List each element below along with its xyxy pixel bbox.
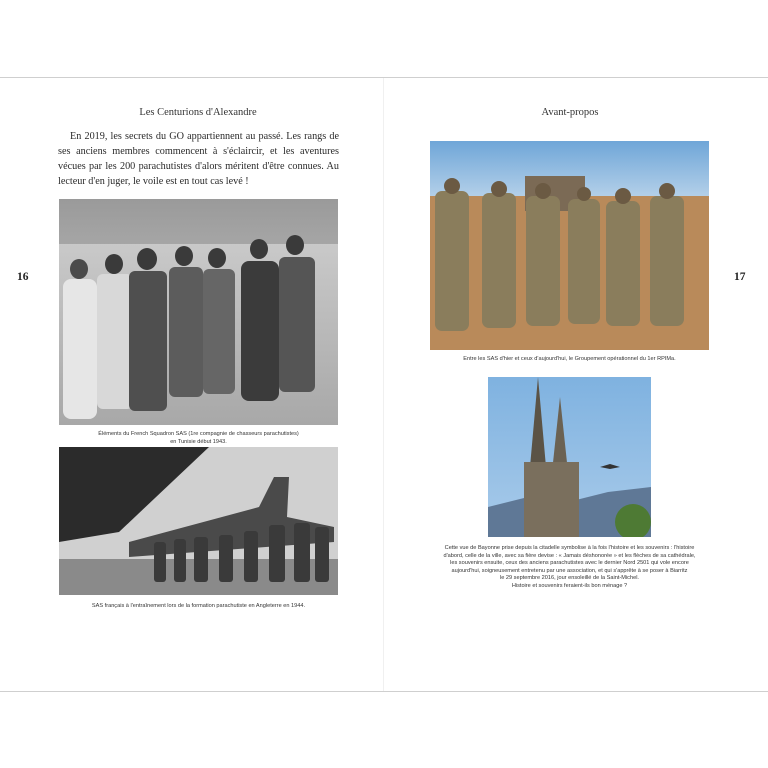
photo-modern-sas xyxy=(430,141,709,350)
caption-tunisia-line2: en Tunisie début 1943. xyxy=(170,438,227,445)
caption-bayonne-line: Cette vue de Bayonne prise depuis la citadelle symbolise à la fois l'histoire et les souvenirs : l'histoire xyxy=(444,545,695,551)
right-page-number: 17 xyxy=(734,271,746,283)
caption-tunisia-line1: Éléments du French Squadron SAS (1re compagnie de chasseurs parachutistes) xyxy=(98,431,299,437)
photo-sas-england xyxy=(59,447,338,595)
photo-sas-tunisia xyxy=(59,199,338,425)
caption-bayonne-line: d'abord, celle de la ville, avec sa fière devise : « Jamais déshonorée » et les flèches de sa cathédrale, xyxy=(443,552,696,559)
right-running-head: Avant-propos xyxy=(541,107,599,118)
gutter xyxy=(383,78,384,691)
caption-bayonne-line: Histoire et souvenirs feraient-ils bon ménage ? xyxy=(511,582,628,589)
caption-modern: Entre les SAS d'hier et ceux d'aujourd'hui, le Groupement opérationnel du 1er RPIMa. xyxy=(463,356,676,362)
left-running-head: Les Centurions d'Alexandre xyxy=(139,107,257,118)
left-page-number: 16 xyxy=(17,271,29,283)
intro-paragraph: En 2019, les secrets du GO appartiennent au passé. Les rangs de ses anciens membres commencent à s'éclaircir, et les aventures vécues par les 200 parachutistes d'alors méritent d'être connues. Au lecteur d'en juger, le voile est en tout cas levé ! xyxy=(58,131,339,187)
caption-tunisia xyxy=(59,431,338,446)
photo-bayonne-cathedral xyxy=(488,377,651,537)
caption-england: SAS français à l'entraînement lors de la formation parachutiste en Angleterre en 1944. xyxy=(91,603,306,609)
book-spread xyxy=(0,77,768,692)
caption-bayonne xyxy=(430,545,709,590)
caption-bayonne-line: aujourd'hui, soigneusement entretenu par une association, et qui s'apprête à se poser à Biarritz xyxy=(451,567,688,574)
caption-bayonne-line: les souvenirs ensuite, ceux des anciens parachutistes avec le dernier Nord 2501 qui vole encore xyxy=(450,560,689,566)
caption-bayonne-line: le 29 septembre 2016, jour ensoleillé de la Saint-Michel. xyxy=(500,575,639,581)
